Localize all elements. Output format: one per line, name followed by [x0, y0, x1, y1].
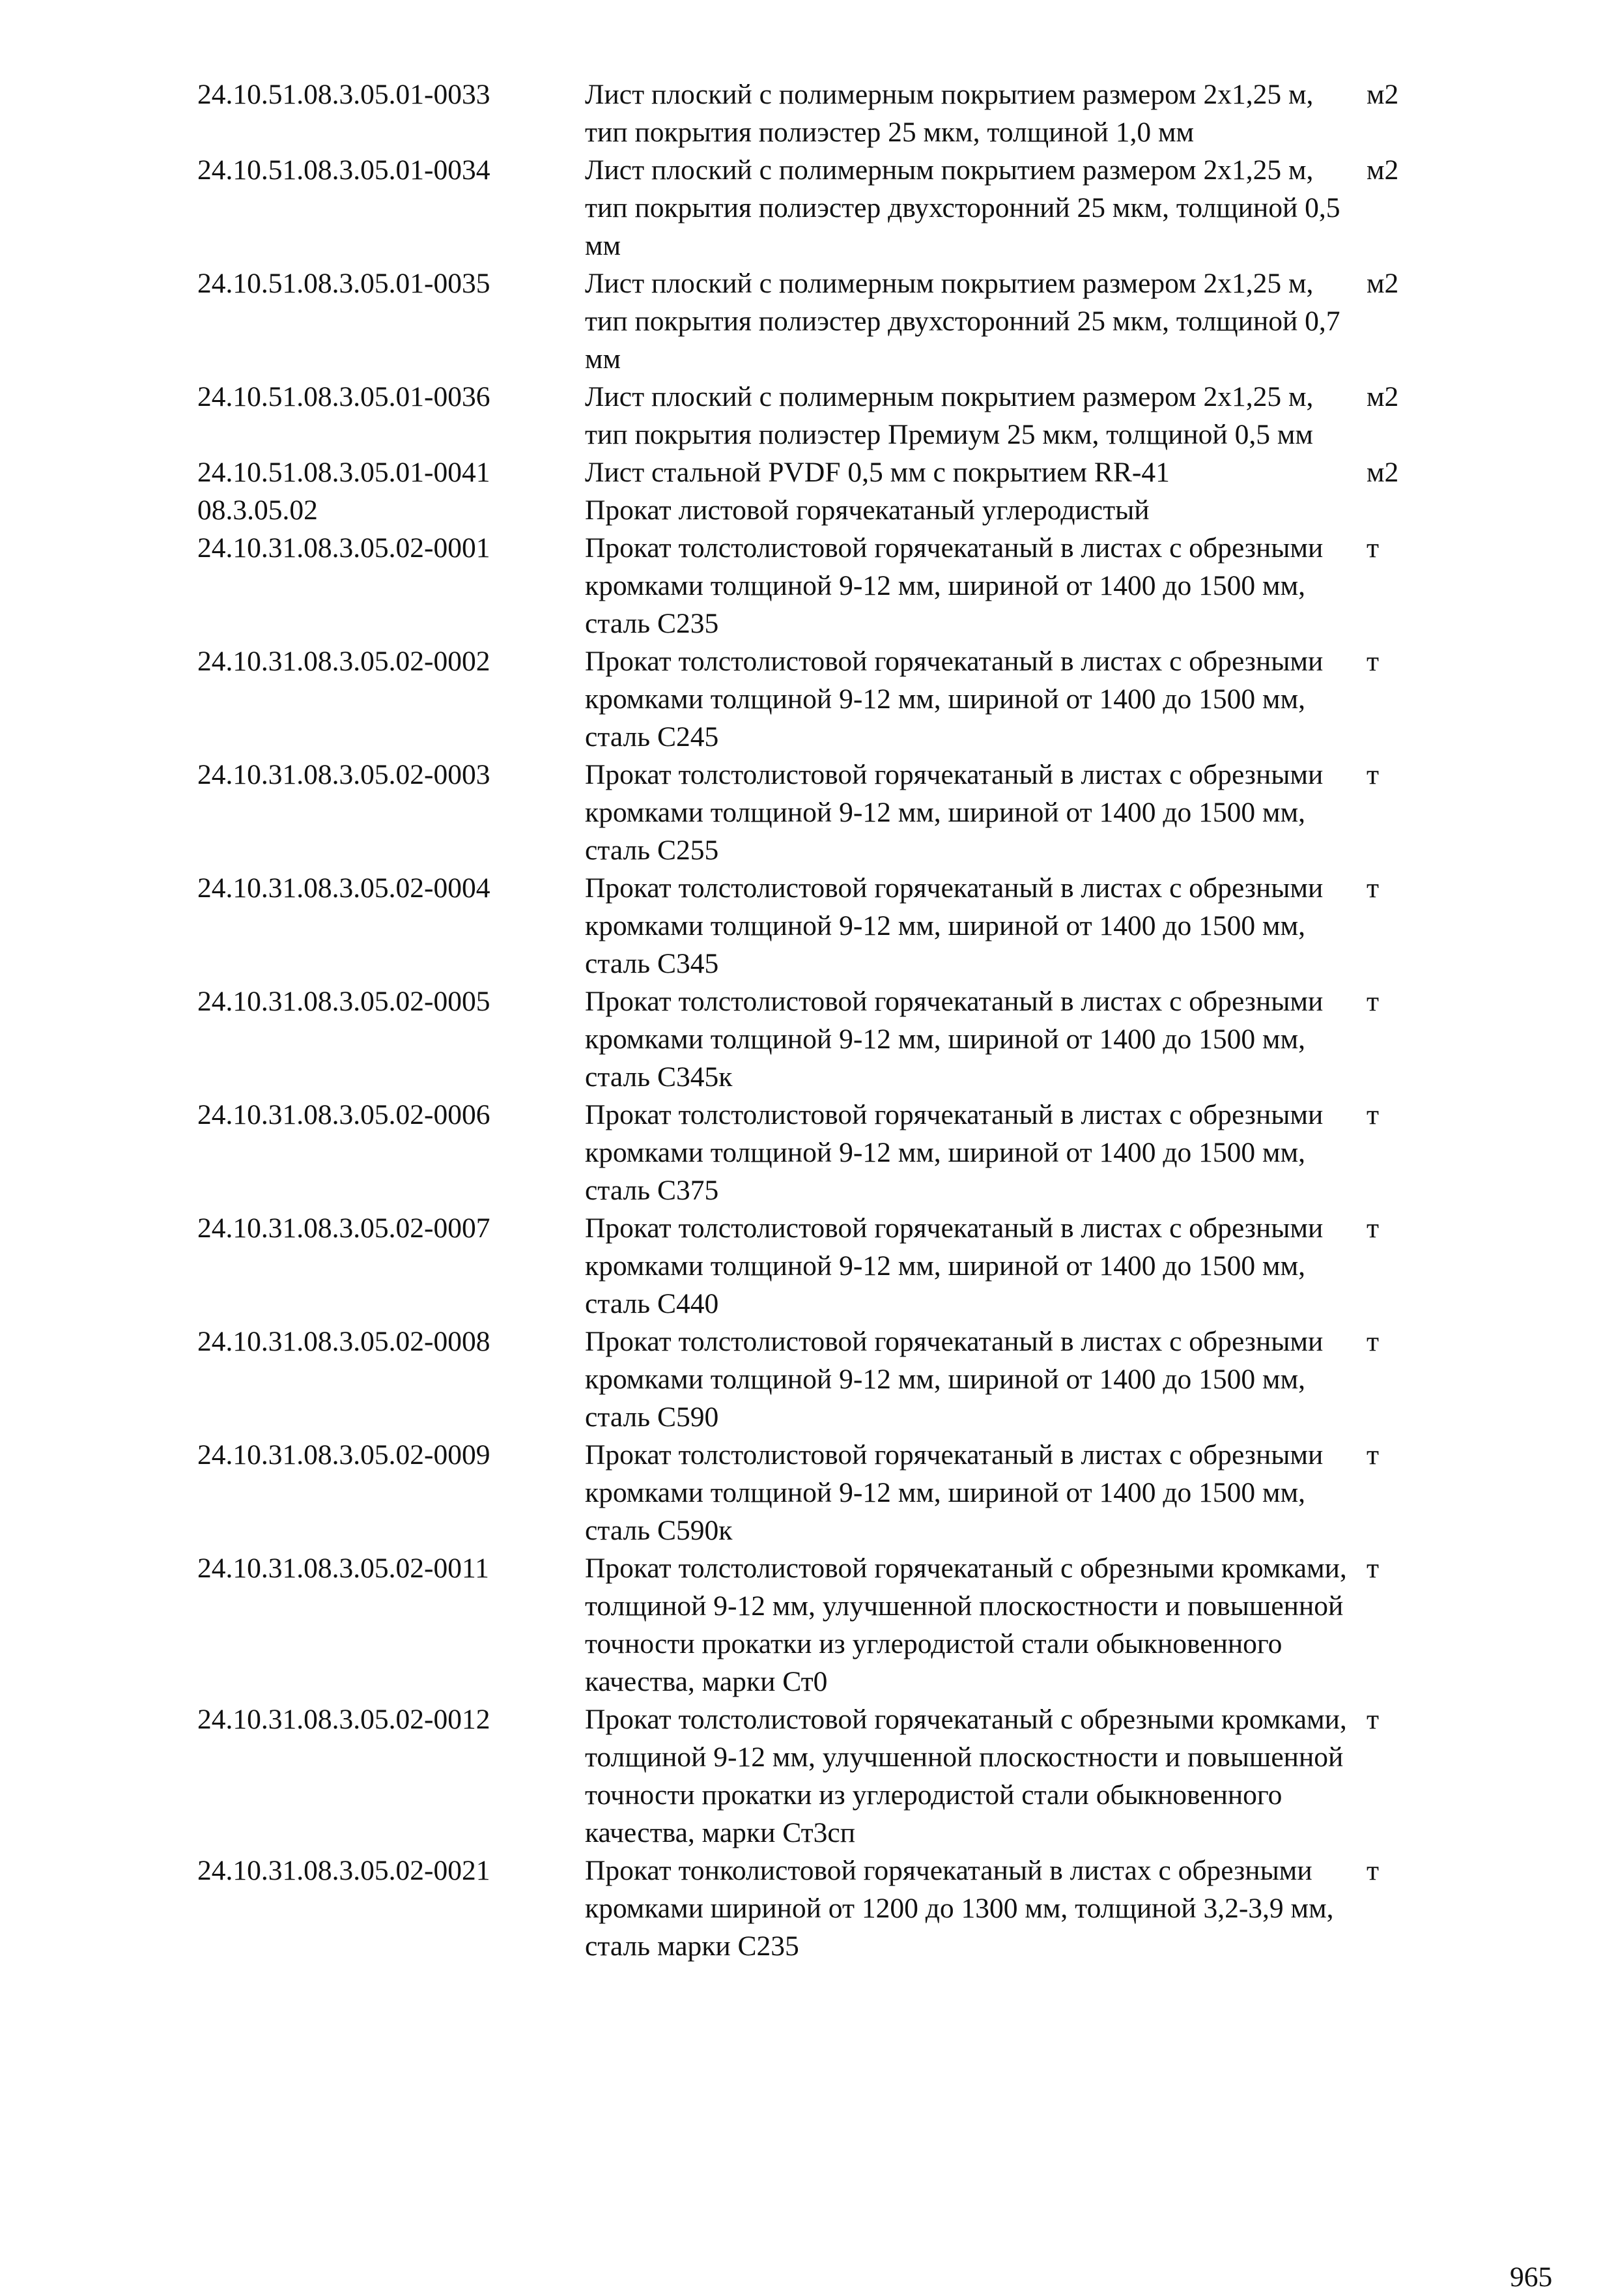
- row-name: Прокат толстолистовой горячекатаный в листах с обрезными кромками толщиной 9-12 мм, шириной от 1400 до 1500 мм, сталь С245: [585, 646, 1324, 753]
- row-name: Лист плоский с полимерным покрытием размером 2х1,25 м, тип покрытия полиэстер 25 мкм, толщиной 1,0 мм: [585, 79, 1314, 148]
- row-name: Прокат толстолистовой горячекатаный в листах с обрезными кромками толщиной 9-12 мм, шириной от 1400 до 1500 мм, сталь С590: [585, 1326, 1324, 1433]
- row-code: 24.10.31.08.3.05.02-0001: [197, 532, 490, 564]
- table-row: [0, 983, 1616, 1096]
- table-row: [0, 529, 1616, 642]
- table-row: [0, 869, 1616, 983]
- row-name: Прокат толстолистовой горячекатаный в листах с обрезными кромками толщиной 9-12 мм, шириной от 1400 до 1500 мм, сталь С590к: [585, 1439, 1324, 1546]
- table-row: [0, 1549, 1616, 1700]
- row-name: Прокат тонколистовой горячекатаный в листах с обрезными кромками шириной от 1200 до 1300 мм, толщиной 3,2-3,9 мм, сталь марки С235: [585, 1855, 1334, 1962]
- row-unit: м2: [1367, 381, 1399, 412]
- table-row: [0, 76, 1616, 151]
- row-name: Прокат толстолистовой горячекатаный в листах с обрезными кромками толщиной 9-12 мм, шириной от 1400 до 1500 мм, сталь С235: [585, 532, 1324, 639]
- row-code: 24.10.31.08.3.05.02-0009: [197, 1439, 490, 1471]
- row-unit: т: [1367, 1439, 1380, 1471]
- table-row: [0, 265, 1616, 378]
- row-name: Лист плоский с полимерным покрытием размером 2х1,25 м, тип покрытия полиэстер двухсторонний 25 мкм, толщиной 0,7 мм: [585, 268, 1340, 375]
- row-unit: т: [1367, 986, 1380, 1017]
- row-name: Прокат толстолистовой горячекатаный с обрезными кромками, толщиной 9-12 мм, улучшенной плоскостности и повышенной точности прокатки из углеродистой стали обыкновенного качества, марки Ст0: [585, 1553, 1347, 1697]
- row-unit: м2: [1367, 457, 1399, 488]
- row-unit: т: [1367, 532, 1380, 564]
- section-name: Прокат листовой горячекатаный углеродистый: [585, 495, 1150, 526]
- table-row: [0, 1700, 1616, 1852]
- row-code: 24.10.31.08.3.05.02-0006: [197, 1099, 490, 1130]
- row-unit: т: [1367, 1855, 1380, 1886]
- row-name: Прокат толстолистовой горячекатаный в листах с обрезными кромками толщиной 9-12 мм, шириной от 1400 до 1500 мм, сталь С375: [585, 1099, 1324, 1206]
- row-code: 24.10.31.08.3.05.02-0012: [197, 1704, 490, 1735]
- section-code: 08.3.05.02: [197, 495, 318, 526]
- row-code: 24.10.31.08.3.05.02-0008: [197, 1326, 490, 1357]
- row-code: 24.10.51.08.3.05.01-0033: [197, 79, 490, 110]
- resource-table: [0, 76, 1616, 1965]
- table-row: [0, 1096, 1616, 1209]
- row-code: 24.10.51.08.3.05.01-0034: [197, 154, 490, 186]
- row-code: 24.10.51.08.3.05.01-0041: [197, 457, 490, 488]
- table-row: [0, 151, 1616, 265]
- row-unit: м2: [1367, 268, 1399, 299]
- row-unit: т: [1367, 759, 1380, 790]
- table-row: [0, 1209, 1616, 1323]
- row-code: 24.10.51.08.3.05.01-0035: [197, 268, 490, 299]
- row-code: 24.10.31.08.3.05.02-0007: [197, 1213, 490, 1244]
- row-unit: м2: [1367, 79, 1399, 110]
- row-unit: т: [1367, 1099, 1380, 1130]
- row-name: Лист стальной PVDF 0,5 мм с покрытием RR-41: [585, 457, 1170, 488]
- row-unit: т: [1367, 1704, 1380, 1735]
- row-code: 24.10.31.08.3.05.02-0003: [197, 759, 490, 790]
- row-unit: т: [1367, 872, 1380, 904]
- row-name: Прокат толстолистовой горячекатаный в листах с обрезными кромками толщиной 9-12 мм, шириной от 1400 до 1500 мм, сталь С345к: [585, 986, 1324, 1093]
- row-unit: т: [1367, 1553, 1380, 1584]
- row-code: 24.10.51.08.3.05.01-0036: [197, 381, 490, 412]
- row-unit: т: [1367, 646, 1380, 677]
- table-row: [0, 756, 1616, 869]
- row-code: 24.10.31.08.3.05.02-0005: [197, 986, 490, 1017]
- row-name: Прокат толстолистовой горячекатаный в листах с обрезными кромками толщиной 9-12 мм, шириной от 1400 до 1500 мм, сталь С440: [585, 1213, 1324, 1319]
- table-row: [0, 642, 1616, 756]
- row-code: 24.10.31.08.3.05.02-0021: [197, 1855, 490, 1886]
- row-unit: т: [1367, 1326, 1380, 1357]
- row-name: Прокат толстолистовой горячекатаный в листах с обрезными кромками толщиной 9-12 мм, шириной от 1400 до 1500 мм, сталь С345: [585, 872, 1324, 979]
- row-unit: м2: [1367, 154, 1399, 186]
- row-name: Прокат толстолистовой горячекатаный с обрезными кромками, толщиной 9-12 мм, улучшенной плоскостности и повышенной точности прокатки из углеродистой стали обыкновенного качества, марки Ст3сп: [585, 1704, 1347, 1848]
- row-name: Прокат толстолистовой горячекатаный в листах с обрезными кромками толщиной 9-12 мм, шириной от 1400 до 1500 мм, сталь С255: [585, 759, 1324, 866]
- row-name: Лист плоский с полимерным покрытием размером 2х1,25 м, тип покрытия полиэстер Премиум 25 мкм, толщиной 0,5 мм: [585, 381, 1314, 450]
- row-code: 24.10.31.08.3.05.02-0002: [197, 646, 490, 677]
- row-code: 24.10.31.08.3.05.02-0011: [197, 1553, 489, 1584]
- section-heading-row: [0, 491, 1616, 529]
- table-row: [0, 1323, 1616, 1436]
- table-row: [0, 453, 1616, 491]
- table-row: [0, 1436, 1616, 1549]
- row-name: Лист плоский с полимерным покрытием размером 2х1,25 м, тип покрытия полиэстер двухсторонний 25 мкм, толщиной 0,5 мм: [585, 154, 1340, 261]
- table-row: [0, 1852, 1616, 1965]
- page-number: 965: [1510, 2261, 1553, 2293]
- table-row: [0, 378, 1616, 453]
- row-unit: т: [1367, 1213, 1380, 1244]
- row-code: 24.10.31.08.3.05.02-0004: [197, 872, 490, 904]
